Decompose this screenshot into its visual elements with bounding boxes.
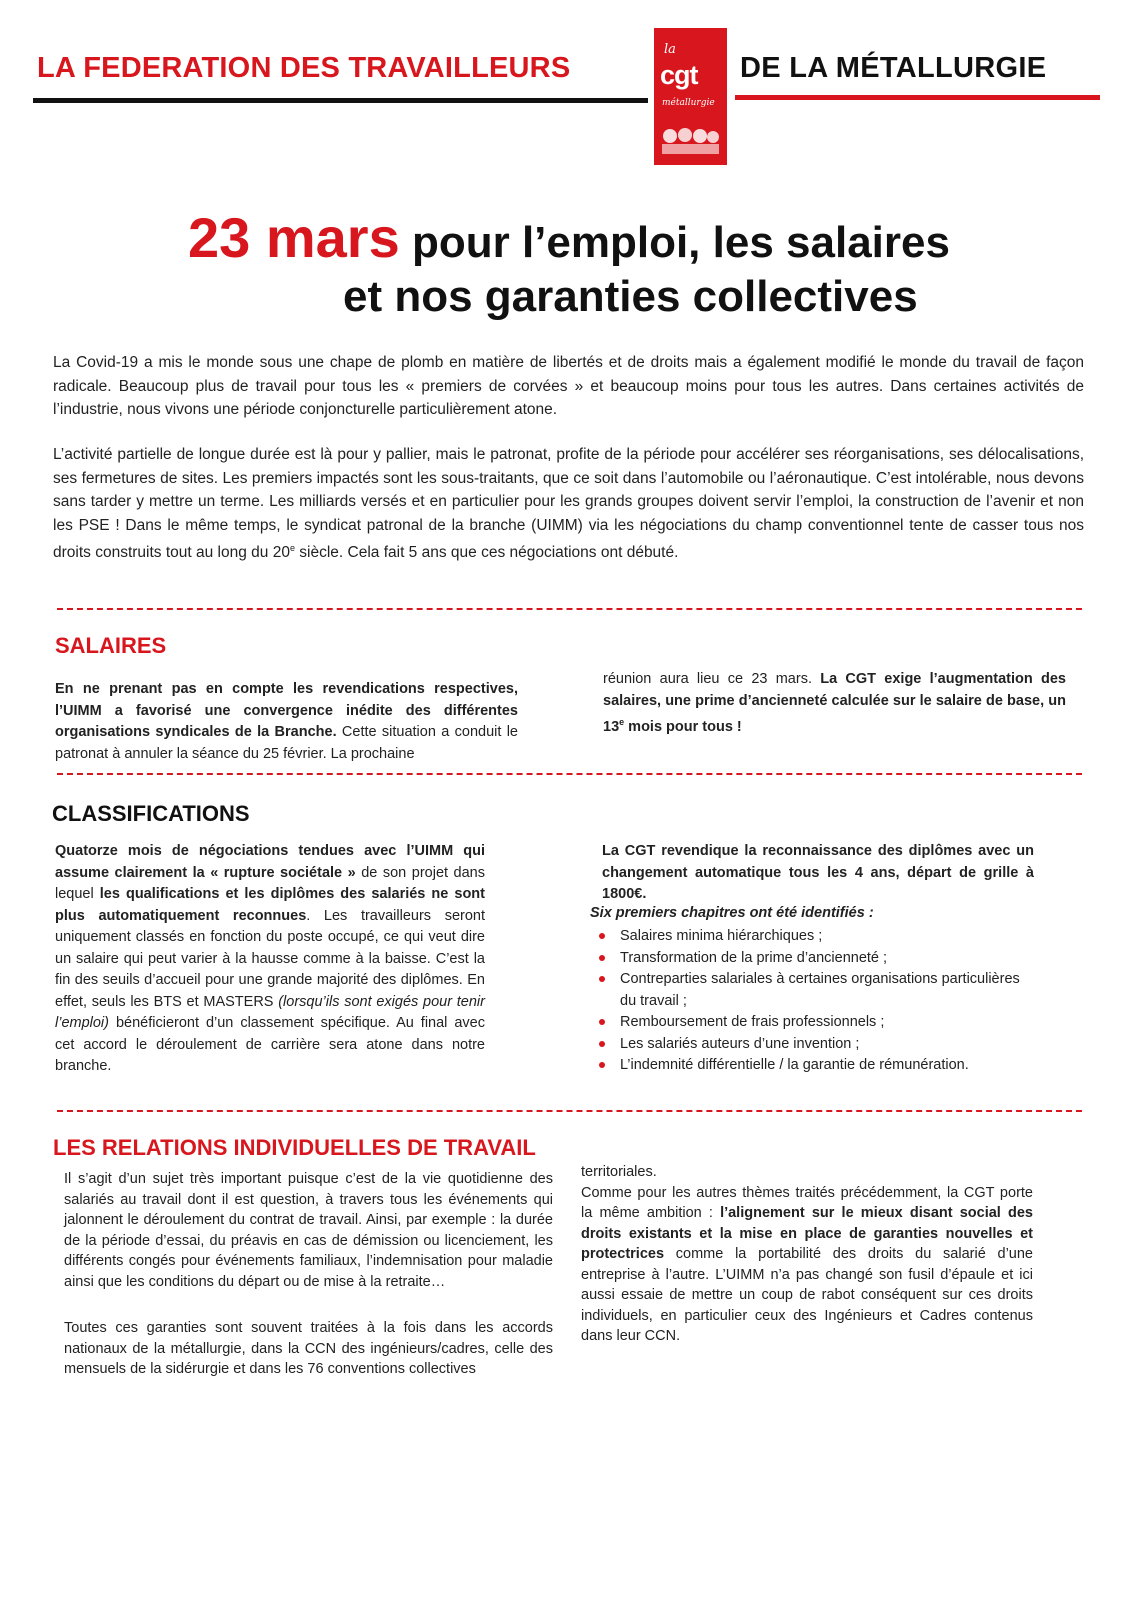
divider bbox=[57, 773, 1082, 775]
logo-la: la bbox=[664, 42, 676, 57]
list-item: Contreparties salariales à certaines organisations particulières du travail ; bbox=[594, 969, 1024, 1012]
chapters-subheading: Six premiers chapitres ont été identifiés : bbox=[590, 905, 874, 921]
header-left-title: LA FEDERATION DES TRAVAILLEURS bbox=[37, 52, 571, 84]
divider bbox=[57, 1110, 1082, 1112]
logo-metallurgie: métallurgie bbox=[662, 98, 715, 108]
divider bbox=[57, 608, 1082, 610]
section-heading-relations: LES RELATIONS INDIVIDUELLES DE TRAVAIL bbox=[53, 1135, 536, 1160]
header-rule-red bbox=[735, 95, 1100, 100]
list-item: Remboursement de frais professionnels ; bbox=[594, 1012, 1024, 1034]
title-line-1 bbox=[188, 205, 950, 270]
header-right-title: DE LA MÉTALLURGIE bbox=[740, 52, 1047, 84]
list-item: Salaires minima hiérarchiques ; bbox=[594, 926, 1024, 948]
title-line1-rest: pour l’emploi, les salaires bbox=[399, 218, 950, 267]
title-line-2: et nos garanties collectives bbox=[343, 272, 918, 321]
salaires-right-column: réunion aura lieu ce 23 mars. La CGT exige l’augmentation des salaires, une prime d’ancienneté calculée sur le salaire de base, un 13e mois pour tous ! bbox=[603, 671, 1066, 735]
list-item: Les salariés auteurs d’une invention ; bbox=[594, 1034, 1024, 1056]
section-heading-salaires: SALAIRES bbox=[55, 633, 167, 658]
cgt-logo bbox=[654, 28, 727, 165]
intro-paragraph-2: L’activité partielle de longue durée est là pour y pallier, mais le patronat, profite de la période pour accélérer ses réorganisations, ses délocalisations, ses fermetures de sites. Les premiers impactés sont les sous-traitants, que ce soit dans l’automobile ou l’aéronautique. C’est intolérable, nous devons sans tarder y mettre un terme. Les milliards versés et en particulier pour les grands groupes doivent servir l’emploi, la construction de l’avenir et non les PSE ! Dans le même temps, le syndicat patronal de la branche (UIMM) via les négociations du champ conventionnel tente de casser tous nos droits construits tout au long du 20e siècle. Cela fait 5 ans que ces négociations ont débuté. bbox=[53, 446, 1084, 562]
title-date: 23 mars bbox=[188, 206, 400, 269]
relations-right-column: territoriales. Comme pour les autres thèmes traités précédemment, la CGT porte la même ambition : l’alignement sur le mieux disant social des droits existants et la mise en place de garanties nouvelles et protectrices comme la portabilité des droits du salarié d’une entreprise à l’autre. L’UIMM n’a pas changé son fusil d’épaule et ici aussi essaie de mettre un coup de rabot conséquent sur ces droits individuels, en particulier ceux des Ingénieurs et Cadres contenus dans leur CCN. bbox=[581, 1164, 1033, 1344]
logo-cgt: cgt bbox=[660, 60, 698, 90]
relations-left-paragraph-2: Toutes ces garanties sont souvent traitées à la fois dans les accords nationaux de la métallurgie, dans la CCN des ingénieurs/cadres, celle des mensuels de la sidérurgie et dans les 76 conventions collectives bbox=[64, 1320, 553, 1377]
chapters-list bbox=[594, 926, 1024, 1077]
intro-paragraph-1: La Covid-19 a mis le monde sous une chape de plomb en matière de libertés et de droits mais a également modifié le monde du travail de façon radicale. Beaucoup plus de travail pour tous les « premiers de corvées » et beaucoup moins pour tous les autres. Dans certaines activités de l’industrie, nous vivons une période conjoncturelle particulièrement atone. bbox=[53, 354, 1084, 418]
logo-faces-icon bbox=[660, 124, 721, 154]
list-item: Transformation de la prime d’ancienneté ; bbox=[594, 948, 1024, 970]
relations-left-paragraph-1: Il s’agit d’un sujet très important puisque c’est de la vie quotidienne des salariés au travail dont il est question, à travers tous les événements qui jalonnent le déroulement du contrat de travail. Ainsi, par exemple : la durée de la période d’essai, du préavis en cas de démission ou licenciement, les différents congés pour événements familiaux, l’indemnisation pour maladie ainsi que les conditions du départ ou de mise à la retraite… bbox=[64, 1171, 553, 1290]
list-item: L’indemnité différentielle / la garantie de rémunération. bbox=[594, 1055, 1024, 1077]
classifications-left-column: Quatorze mois de négociations tendues avec l’UIMM qui assume clairement la « rupture sociétale » de son projet dans lequel les qualifications et les diplômes des salariés ne sont plus automatiquement reconnues. Les travailleurs seront uniquement classés en fonction du poste occupé, ce qui veut dire un salaire qui peut varier à la hausse comme à la baisse. C’est la fin des seuils d’accueil pour une grande majorité des diplômes. En effet, seuls les BTS et MASTERS (lorsqu’ils sont exigés pour tenir l’emploi) bénéficieront d’un classement spécifique. Au final avec cet accord le déroulement de carrière sera atone dans notre branche. bbox=[55, 843, 486, 1074]
header-rule-black bbox=[33, 98, 648, 103]
salaires-left-column: En ne prenant pas en compte les revendications respectives, l’UIMM a favorisé une convergence inédite des différentes organisations syndicales de la Branche. Cette situation a conduit le patronat à annuler la séance du 25 février. La prochaine bbox=[55, 681, 518, 762]
section-heading-classifications: CLASSIFICATIONS bbox=[52, 801, 250, 826]
classifications-right-column: La CGT revendique la reconnaissance des diplômes avec un changement automatique tous les 4 ans, départ de grille à 1800€. bbox=[602, 843, 1034, 902]
